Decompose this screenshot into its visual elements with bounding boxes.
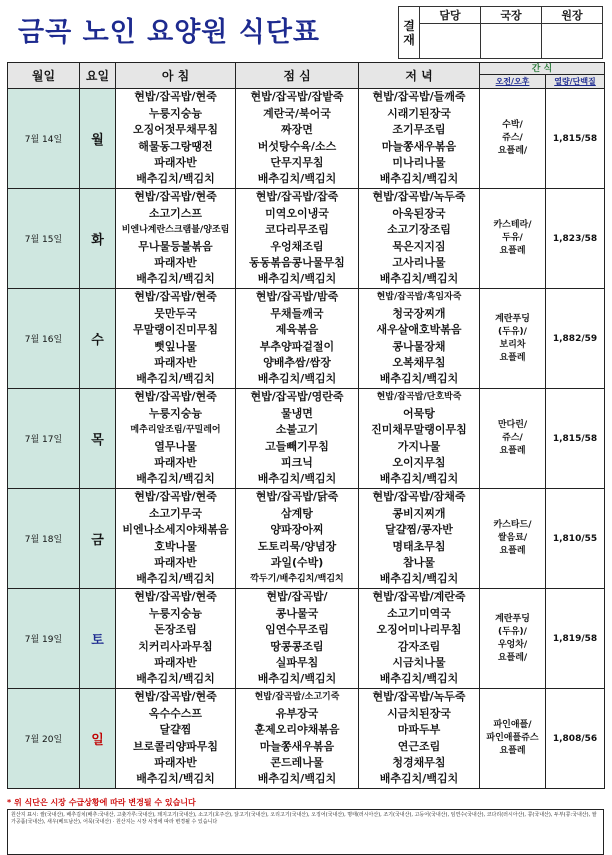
snack-item: 쥬스/ <box>502 433 523 443</box>
snack-item: 카스테라/ <box>493 220 532 230</box>
snack-item: 요플레 <box>499 352 526 363</box>
snack-item: 우엉차/ <box>497 639 528 650</box>
day-row <box>8 389 605 489</box>
breakfast-item: 돈장조림 <box>154 623 197 637</box>
menu-table <box>7 62 605 789</box>
lunch-item: 현밥/잡곡밥/잡죽 <box>255 190 339 204</box>
breakfast-item: 파래자반 <box>154 155 197 169</box>
header-snack: 간 식 <box>480 63 605 75</box>
lunch-item: 훈제오리야채볶음 <box>254 723 340 737</box>
lunch-item: 동동볶음콩나물무침 <box>249 255 345 269</box>
dinner-item: 참나물 <box>403 555 435 569</box>
snack-item: 파인애플쥬스 <box>486 733 539 743</box>
breakfast-item: 달걀찜 <box>159 723 192 737</box>
dinner-item: 시금치나물 <box>392 655 446 669</box>
lunch-item: 부추양파겉절이 <box>259 339 335 353</box>
lunch-item: 미역오이냉국 <box>265 206 329 220</box>
origin-notice: 원산지 표시: 쌀(국내산), 배추김치(배추:국내산, 고춧가루:국내산), 돼지고기(국내산), 소고기(호주산), 닭고기(국내산), 오리고기(국내산), 오징어(국내산), 명태(러시아산), 조기(국내산), 고등어(국내산), 임연수(국내산), 코다리(러시아산), 콩(국내산), 두부(콩:국내산), 쌀가공품(국내산), 새우(베트남산), 어묵(국내산) · 원산지는 시장 사정에 따라 변경될 수 있습니다 <box>7 809 604 855</box>
lunch-item: 우엉채조림 <box>270 239 324 253</box>
lunch-item: 무채들깨국 <box>270 306 324 320</box>
dinner-item: 고사리나물 <box>392 255 446 269</box>
lunch-item: 배추김치/백김치 <box>257 672 337 686</box>
dinner-item: 현밥/잡곡밥/들깨죽 <box>372 90 466 104</box>
approval-label: 결재 <box>399 7 420 59</box>
breakfast-item: 비엔나소세지야채볶음 <box>122 523 229 537</box>
dinner-item: 현밥/잡곡밥/계란죽 <box>372 590 466 604</box>
lunch-item: 소불고기 <box>275 423 319 437</box>
lunch-item: 콘드레나물 <box>270 755 324 769</box>
approval-sign-cell[interactable] <box>420 24 481 59</box>
dinner-item: 배추김치/백김치 <box>379 572 459 586</box>
snack-cell <box>480 489 546 589</box>
breakfast-item: 뭇만두국 <box>154 306 197 320</box>
breakfast-item: 치커리사과무침 <box>138 639 213 653</box>
day-date: 7월 16일 <box>8 289 80 389</box>
lunch-item: 임연수무조림 <box>265 623 329 637</box>
breakfast-cell <box>116 589 236 689</box>
lunch-item: 삼계탕 <box>281 506 313 520</box>
breakfast-item: 무나물등불볶음 <box>138 239 213 253</box>
dinner-item: 현밥/잡곡밥/흑임자죽 <box>376 292 462 303</box>
dinner-item: 청경채무침 <box>392 755 446 769</box>
day-of-week: 수 <box>80 289 116 389</box>
change-notice: * 위 식단은 시장 수급상황에 따라 변경될 수 있습니다 <box>7 798 196 807</box>
approval-role: 국장 <box>481 7 542 24</box>
breakfast-cell <box>116 389 236 489</box>
dinner-item: 배추김치/백김치 <box>379 672 459 686</box>
breakfast-item: 누룽지숭늉 <box>148 106 203 120</box>
day-date: 7월 15일 <box>8 189 80 289</box>
dinner-item: 아욱된장국 <box>392 206 446 220</box>
lunch-item: 양배추쌈/쌈장 <box>263 355 331 369</box>
lunch-item: 물냉면 <box>281 406 313 420</box>
lunch-item: 도토리묵/양념장 <box>257 539 337 553</box>
lunch-item: 마늘쫑새우볶음 <box>259 739 335 753</box>
breakfast-item: 현밥/잡곡밥/현죽 <box>134 290 217 304</box>
breakfast-item: 파래자반 <box>154 455 197 469</box>
day-date: 7월 17일 <box>8 389 80 489</box>
dinner-item: 달걀찜/콩자반 <box>385 523 453 537</box>
lunch-cell <box>236 489 359 589</box>
snack-item: 요플레/ <box>497 146 528 156</box>
dinner-item: 마늘쫑새우볶음 <box>381 139 457 153</box>
dinner-item: 현밥/잡곡밥/녹두죽 <box>372 690 466 704</box>
snack-item: 쥬스/ <box>502 133 523 143</box>
dinner-item: 시래기된장국 <box>387 106 451 120</box>
header-breakfast: 아 침 <box>116 63 236 89</box>
dinner-item: 콩나물장채 <box>392 339 446 353</box>
breakfast-item: 오징어젓무채무침 <box>132 123 218 137</box>
lunch-cell <box>236 289 359 389</box>
breakfast-item: 열무나물 <box>154 439 197 453</box>
snack-cell <box>480 289 546 389</box>
dinner-item: 감자조림 <box>397 639 441 653</box>
dinner-item: 새우살애호박볶음 <box>376 323 462 337</box>
breakfast-item: 파래자반 <box>154 255 197 269</box>
snack-item: 두유/ <box>502 233 523 243</box>
lunch-item: 과일(수박) <box>270 555 324 569</box>
kcal-protein: 1,810/55 <box>546 489 605 589</box>
lunch-item: 짜장면 <box>281 123 313 137</box>
day-of-week: 금 <box>80 489 116 589</box>
dinner-cell <box>359 289 480 389</box>
lunch-item: 배추김치/백김치 <box>257 172 337 186</box>
day-of-week: 일 <box>80 689 116 789</box>
dinner-item: 진미채무말랭이무침 <box>371 423 467 437</box>
snack-item: 요플레/ <box>497 652 528 663</box>
approval-sign-cell[interactable] <box>481 24 542 59</box>
breakfast-item: 배추김치/백김치 <box>136 672 215 686</box>
snack-cell <box>480 589 546 689</box>
dinner-item: 현밥/잡곡밥/녹두죽 <box>372 190 466 204</box>
footer <box>7 797 604 855</box>
dinner-item: 오이지무침 <box>392 455 446 469</box>
breakfast-item: 배추김치/백김치 <box>136 272 215 286</box>
breakfast-cell <box>116 89 236 189</box>
dinner-item: 배추김치/백김치 <box>379 372 459 386</box>
approval-role: 담당 <box>420 7 481 24</box>
breakfast-cell <box>116 489 236 589</box>
breakfast-item: 배추김치/백김치 <box>136 372 215 386</box>
header-dow: 요일 <box>80 63 116 89</box>
lunch-item: 유부장국 <box>275 706 319 720</box>
snack-item: 파인애플/ <box>493 720 532 730</box>
breakfast-item: 현밥/잡곡밥/현죽 <box>134 90 217 104</box>
dinner-cell <box>359 89 480 189</box>
dinner-item: 현밥/잡곡밥/잠채죽 <box>372 490 466 504</box>
dinner-item: 어묵탕 <box>403 406 435 420</box>
header-date: 월일 <box>8 63 80 89</box>
dinner-item: 조기무조림 <box>392 123 446 137</box>
lunch-item: 배추김치/백김치 <box>257 372 337 386</box>
breakfast-item: 현밥/잡곡밥/현죽 <box>134 690 217 704</box>
snack-item: 요플레 <box>499 546 526 556</box>
lunch-item: 현밥/잡곡밥/영란죽 <box>250 390 344 404</box>
dinner-item: 배추김치/백김치 <box>379 172 459 186</box>
header-lunch: 점 심 <box>236 63 359 89</box>
snack-item: 요플레 <box>499 746 526 756</box>
lunch-item: 배추김치/백김치 <box>257 772 337 786</box>
day-date: 7월 18일 <box>8 489 80 589</box>
kcal-protein: 1,819/58 <box>546 589 605 689</box>
header-dinner: 저 녁 <box>359 63 480 89</box>
breakfast-item: 소고기무국 <box>148 506 203 520</box>
lunch-item: 현밥/잡곡밥/소고기죽 <box>254 692 340 703</box>
snack-item: 카스타드/ <box>493 520 532 530</box>
snack-item: (두유)/ <box>498 626 527 637</box>
dinner-item: 미나리나물 <box>392 155 446 169</box>
day-row <box>8 189 605 289</box>
approval-sign-cell[interactable] <box>542 24 603 59</box>
breakfast-item: 파래자반 <box>154 755 197 769</box>
dinner-item: 현밥/잡곡밥/단호박죽 <box>376 392 462 403</box>
day-date: 7월 19일 <box>8 589 80 689</box>
breakfast-item: 누룽지숭늉 <box>148 606 203 620</box>
lunch-item: 깍두기/배추김치/백김치 <box>250 574 344 585</box>
lunch-item: 양파장아찌 <box>270 523 324 537</box>
breakfast-item: 메추리알조림/꾸밀레어 <box>130 425 221 436</box>
breakfast-item: 파래자반 <box>154 655 197 669</box>
lunch-item: 땅콩콩조림 <box>270 639 324 653</box>
breakfast-item: 무말랭이진미무침 <box>132 323 218 337</box>
breakfast-item: 옥수수스프 <box>148 706 203 720</box>
breakfast-cell <box>116 689 236 789</box>
snack-cell <box>480 89 546 189</box>
approval-box <box>398 6 603 59</box>
kcal-protein: 1,823/58 <box>546 189 605 289</box>
snack-cell <box>480 189 546 289</box>
lunch-item: 배추김치/백김치 <box>257 272 337 286</box>
breakfast-item: 현밥/잡곡밥/현죽 <box>134 390 217 404</box>
kcal-protein: 1,808/56 <box>546 689 605 789</box>
breakfast-item: 뻣잎나물 <box>154 339 197 353</box>
lunch-item: 콩나물국 <box>275 606 319 620</box>
lunch-cell <box>236 589 359 689</box>
day-of-week: 토 <box>80 589 116 689</box>
breakfast-item: 배추김치/백김치 <box>136 472 215 486</box>
snack-item: 계란푸딩 <box>495 613 530 624</box>
day-of-week: 화 <box>80 189 116 289</box>
lunch-item: 단무지무침 <box>270 155 324 169</box>
lunch-cell <box>236 189 359 289</box>
breakfast-item: 배추김치/백김치 <box>136 172 215 186</box>
lunch-item: 피크닉 <box>281 455 313 469</box>
breakfast-item: 해물동그랑땡전 <box>138 139 213 153</box>
breakfast-item: 호박나물 <box>154 539 197 553</box>
snack-item: 계란푸딩 <box>495 313 530 324</box>
day-row <box>8 589 605 689</box>
dinner-item: 오복채무침 <box>392 355 446 369</box>
day-of-week: 월 <box>80 89 116 189</box>
dinner-item: 배추김치/백김치 <box>379 272 459 286</box>
day-date: 7월 20일 <box>8 689 80 789</box>
breakfast-item: 비엔나계란스크램블/양조림 <box>121 225 230 236</box>
dinner-cell <box>359 689 480 789</box>
breakfast-item: 현밥/잡곡밥/현죽 <box>134 590 217 604</box>
breakfast-cell <box>116 189 236 289</box>
day-row <box>8 489 605 589</box>
lunch-item: 코다리무조림 <box>265 223 329 237</box>
dinner-item: 명태초무침 <box>392 539 446 553</box>
lunch-cell <box>236 689 359 789</box>
lunch-item: 제육볶음 <box>275 323 319 337</box>
snack-item: 보리차 <box>499 339 526 350</box>
breakfast-item: 소고기스프 <box>148 206 203 220</box>
dinner-item: 배추김치/백김치 <box>379 772 459 786</box>
day-row <box>8 289 605 389</box>
breakfast-item: 현밥/잡곡밥/현죽 <box>134 190 217 204</box>
snack-cell <box>480 389 546 489</box>
header-kcal: 열량/단백질 <box>546 75 605 89</box>
lunch-item: 버섯탕수육/소스 <box>257 139 337 153</box>
snack-item: 쌀음료/ <box>497 533 528 543</box>
page-title: 금곡 노인 요양원 식단표 <box>18 17 321 48</box>
breakfast-item: 파래자반 <box>154 555 197 569</box>
snack-item: (두유)/ <box>498 326 527 337</box>
day-row <box>8 689 605 789</box>
breakfast-item: 현밥/잡곡밥/현죽 <box>134 490 217 504</box>
lunch-item: 현밥/잡곡밥/ <box>266 590 328 604</box>
lunch-cell <box>236 389 359 489</box>
dinner-item: 소고기미역국 <box>387 606 451 620</box>
breakfast-item: 배추김치/백김치 <box>136 772 215 786</box>
lunch-item: 현밥/잡곡밥/닭죽 <box>255 490 339 504</box>
snack-item: 요플레 <box>499 246 526 256</box>
kcal-protein: 1,815/58 <box>546 389 605 489</box>
dinner-item: 청국장찌개 <box>392 306 446 320</box>
dinner-cell <box>359 189 480 289</box>
header-snack-time: 오전/오후 <box>480 75 546 89</box>
day-of-week: 목 <box>80 389 116 489</box>
breakfast-item: 누룽지숭늉 <box>148 406 203 420</box>
lunch-item: 고들빼기무침 <box>265 439 329 453</box>
lunch-cell <box>236 89 359 189</box>
breakfast-item: 브로콜리양파무침 <box>132 739 218 753</box>
breakfast-item: 파래자반 <box>154 355 197 369</box>
lunch-item: 실파무침 <box>275 655 319 669</box>
approval-role: 원장 <box>542 7 603 24</box>
kcal-protein: 1,882/59 <box>546 289 605 389</box>
snack-item: 만다린/ <box>497 420 528 430</box>
dinner-item: 연근조림 <box>397 739 441 753</box>
lunch-item: 배추김치/백김치 <box>257 472 337 486</box>
dinner-item: 시금치된장국 <box>387 706 451 720</box>
dinner-item: 오징어미나리무침 <box>376 623 462 637</box>
lunch-item: 현밥/잡곡밥/밤죽 <box>255 290 339 304</box>
dinner-cell <box>359 389 480 489</box>
dinner-item: 마파두부 <box>397 723 441 737</box>
dinner-cell <box>359 589 480 689</box>
snack-item: 수박/ <box>502 120 523 130</box>
dinner-item: 배추김치/백김치 <box>379 472 459 486</box>
dinner-item: 묵은지지짐 <box>392 239 446 253</box>
day-row <box>8 89 605 189</box>
dinner-item: 소고기장조림 <box>387 223 451 237</box>
kcal-protein: 1,815/58 <box>546 89 605 189</box>
day-date: 7월 14일 <box>8 89 80 189</box>
dinner-item: 가지나물 <box>397 439 441 453</box>
breakfast-item: 배추김치/백김치 <box>136 572 215 586</box>
snack-item: 요플레 <box>499 446 526 456</box>
breakfast-cell <box>116 289 236 389</box>
lunch-item: 현밥/잡곡밥/잡밭죽 <box>250 90 344 104</box>
snack-cell <box>480 689 546 789</box>
dinner-item: 콩비지찌개 <box>392 506 446 520</box>
dinner-cell <box>359 489 480 589</box>
lunch-item: 계란국/북어국 <box>263 106 331 120</box>
